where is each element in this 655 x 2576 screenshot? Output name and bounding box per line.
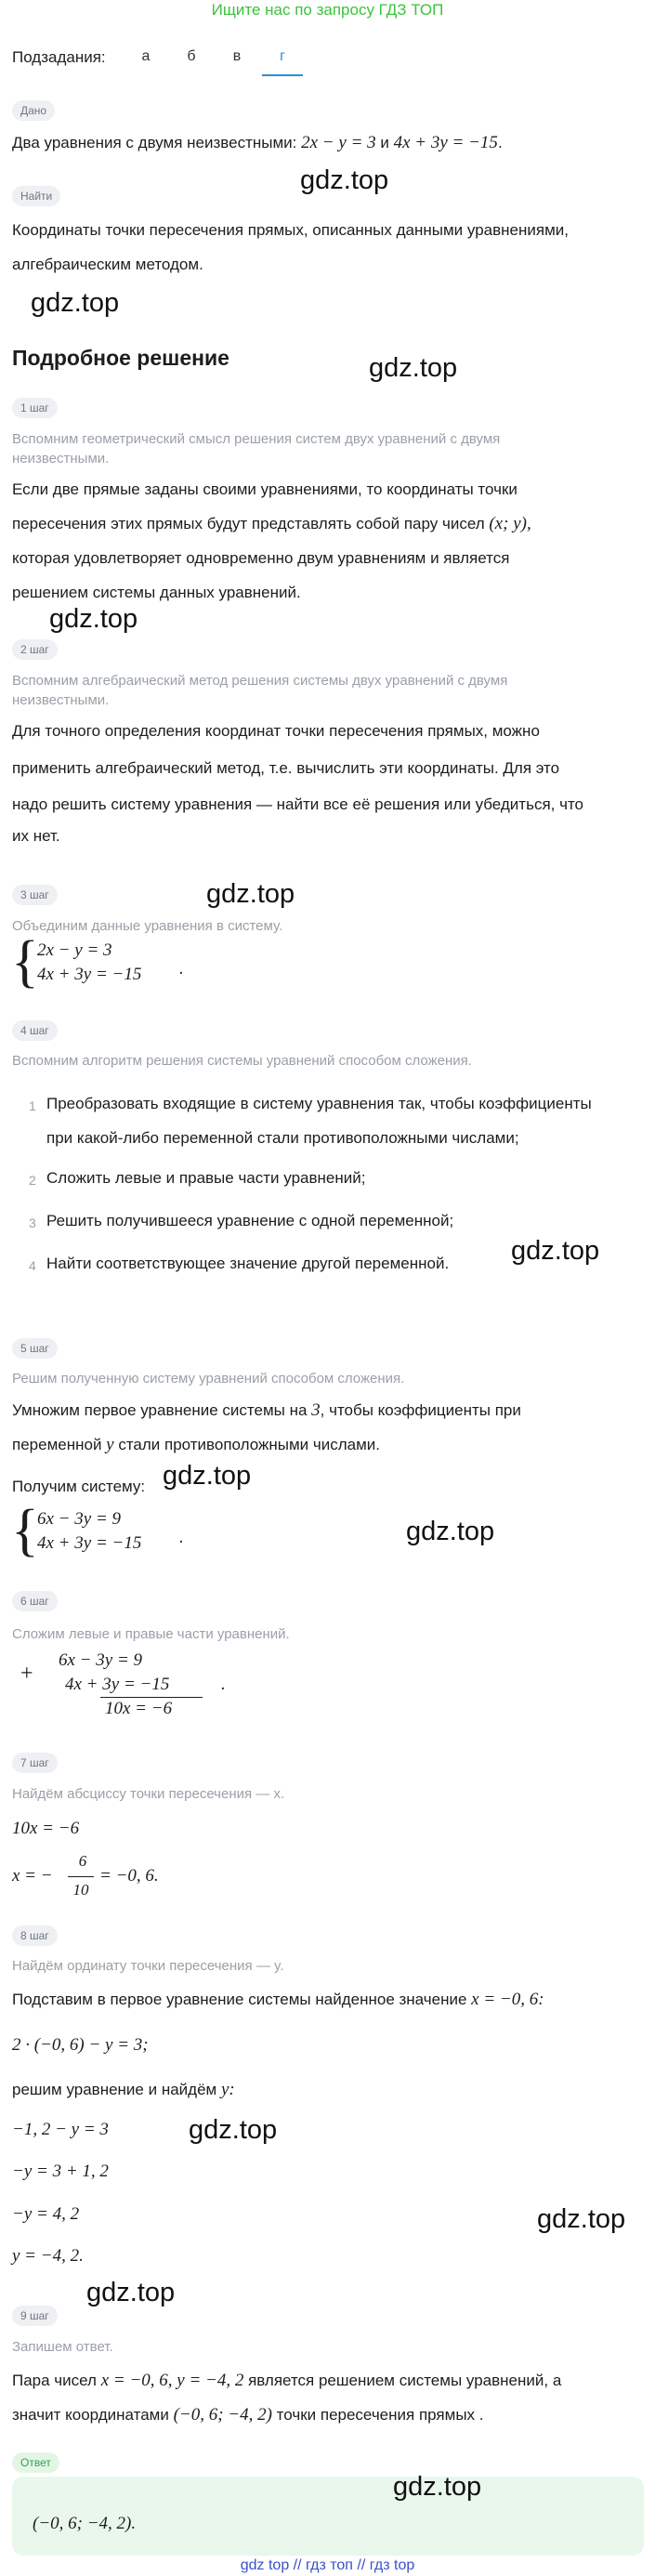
step9-line1-math: x = −0, 6, y = −4, 2 xyxy=(100,2371,244,2390)
find-line2: алгебраическим методом. xyxy=(12,256,203,273)
step6-tag: 6 шаг xyxy=(12,1591,58,1611)
given-eq1: 2x − y = 3 xyxy=(301,133,376,152)
step6-hint: Сложим левые и правые части уравнений. xyxy=(12,1626,290,1642)
step5-line1-math: 3 xyxy=(311,1400,321,1420)
given-tag: Дано xyxy=(12,100,55,121)
step8-eq1: 2 · (−0, 6) − y = 3; xyxy=(12,2035,149,2055)
step2-line2: применить алгебраический метод, т.е. вычислить эти координаты. Для это xyxy=(12,759,560,777)
find-tag: Найти xyxy=(12,186,60,206)
step5-line2 xyxy=(12,1431,380,1459)
step5-line3: Получим систему: xyxy=(12,1478,146,1495)
step2-tag: 2 шаг xyxy=(12,639,58,660)
step5-line2-b: стали противоположными числами. xyxy=(113,1436,381,1453)
step4-tag: 4 шаг xyxy=(12,1020,58,1041)
watermark: gdz.top xyxy=(163,1461,252,1491)
step8-line2 xyxy=(12,2076,235,2104)
step5-line1-b: , чтобы коэффициенты при xyxy=(320,1401,521,1419)
fraction-bar xyxy=(68,1876,94,1877)
list-item-1-line2: при какой-либо переменной стали противоположными числами; xyxy=(46,1129,519,1147)
step1-line1: Если две прямые заданы своими уравнениями, то координаты точки xyxy=(12,480,517,498)
step2-line3: надо решить систему уравнения — найти все её решения или убедиться, что xyxy=(12,795,584,813)
step7-hint: Найдём абсциссу точки пересечения — x. xyxy=(12,1786,285,1802)
step1-hint2: неизвестными. xyxy=(12,451,110,467)
watermark: gdz.top xyxy=(206,879,295,909)
step8-line2-math: y: xyxy=(220,2080,235,2099)
step1-line4: решением системы данных уравнений. xyxy=(12,584,301,601)
step9-tag: 9 шаг xyxy=(12,2306,58,2326)
given-and: и xyxy=(375,134,394,151)
watermark: gdz.top xyxy=(369,353,458,383)
answer-value: (−0, 6; −4, 2). xyxy=(33,2514,137,2533)
plus-sign: + xyxy=(20,1662,33,1686)
given-eq2: 4x + 3y = −15 xyxy=(393,133,498,152)
step1-hint1: Вспомним геометрический смысл решения систем двух уравнений с двумя xyxy=(12,431,501,447)
watermark: gdz.top xyxy=(86,2278,176,2307)
step9-line1-a: Пара чисел xyxy=(12,2372,101,2389)
footer-separator: // xyxy=(293,2557,302,2573)
footer-links xyxy=(0,2556,655,2576)
tab-subtask-b[interactable] xyxy=(171,43,212,74)
step9-line1-b: является решением системы уравнений, а xyxy=(243,2372,562,2389)
system-brace: { xyxy=(11,930,39,993)
step9-hint: Запишем ответ. xyxy=(12,2339,113,2355)
step7-eq1: 10x = −6 xyxy=(12,1819,80,1838)
watermark: gdz.top xyxy=(189,2115,278,2145)
step5-line1 xyxy=(12,1397,521,1425)
watermark: gdz.top xyxy=(537,2204,626,2234)
step8-line1-math: x = −0, 6: xyxy=(471,1990,544,2009)
footer-link-1[interactable]: gdz top xyxy=(240,2557,290,2573)
step5-eq1: 6x − 3y = 9 xyxy=(37,1509,122,1529)
tab-label: б xyxy=(187,48,196,64)
step2-line4: их нет. xyxy=(12,827,60,845)
step7-tag: 7 шаг xyxy=(12,1753,58,1773)
step3-dot: . xyxy=(179,959,184,979)
step9-line1 xyxy=(12,2367,561,2395)
watermark: gdz.top xyxy=(406,1517,495,1546)
step5-dot: . xyxy=(179,1528,184,1547)
step7-eq2-left: x = − xyxy=(12,1866,53,1886)
list-item-4: Найти соответствующее значение другой переменной. xyxy=(46,1255,450,1272)
system-brace: { xyxy=(11,1499,39,1562)
step9-line2-math: (−0, 6; −4, 2) xyxy=(173,2405,272,2425)
given-end: . xyxy=(497,134,503,151)
step1-line2 xyxy=(12,510,531,538)
step6-dot: . xyxy=(221,1675,226,1694)
fraction-numerator: 6 xyxy=(78,1852,87,1870)
step8-eq3: −y = 3 + 1, 2 xyxy=(12,2162,109,2181)
footer-link-3[interactable]: гдз top xyxy=(369,2557,415,2573)
list-item-1-line1: Преобразовать входящие в систему уравнения так, чтобы коэффициенты xyxy=(46,1095,592,1112)
step9-line2-a: значит координатами xyxy=(12,2406,174,2424)
step2-hint1: Вспомним алгебраический метод решения системы двух уравнений с двумя xyxy=(12,673,508,689)
list-number: 3 xyxy=(29,1216,36,1230)
watermark: gdz.top xyxy=(31,288,120,318)
step1-line2-math: (x; y), xyxy=(489,514,531,533)
watermark: gdz.top xyxy=(49,604,138,634)
step5-line1-a: Умножим первое уравнение системы на xyxy=(12,1401,312,1419)
step6-eq1: 6x − 3y = 9 xyxy=(59,1650,143,1670)
step3-eq1: 2x − y = 3 xyxy=(37,940,112,960)
step4-hint: Вспомним алгоритм решения системы уравнений способом сложения. xyxy=(12,1053,472,1069)
tab-subtask-g[interactable] xyxy=(262,43,303,76)
step8-hint: Найдём ординату точки пересечения — y. xyxy=(12,1958,284,1974)
fraction-denominator: 10 xyxy=(72,1881,89,1899)
watermark: gdz.top xyxy=(511,1236,600,1266)
step6-sum: 10x = −6 xyxy=(105,1699,173,1718)
tab-subtask-v[interactable] xyxy=(216,43,257,74)
tab-subtask-a[interactable] xyxy=(125,43,166,74)
step3-hint: Объединим данные уравнения в систему. xyxy=(12,918,283,934)
step3-tag: 3 шаг xyxy=(12,885,58,905)
step1-line3: которая удовлетворяет одновременно двум уравнениям и является xyxy=(12,549,510,567)
tab-label: г xyxy=(280,48,285,64)
subtasks-bar xyxy=(12,43,644,76)
solution-title: Подробное решение xyxy=(12,346,229,370)
step5-tag: 5 шаг xyxy=(12,1338,58,1359)
step1-line2-text: пересечения этих прямых будут представлять собой пару чисел xyxy=(12,515,490,532)
step8-eq2: −1, 2 − y = 3 xyxy=(12,2120,109,2139)
step8-eq4: −y = 4, 2 xyxy=(12,2204,80,2224)
step5-eq2: 4x + 3y = −15 xyxy=(37,1533,142,1553)
step3-eq2: 4x + 3y = −15 xyxy=(37,965,142,984)
footer-link-2[interactable]: гдз топ xyxy=(306,2557,353,2573)
step9-line2 xyxy=(12,2401,483,2429)
step2-hint2: неизвестными. xyxy=(12,692,110,708)
list-number: 1 xyxy=(29,1098,36,1113)
step9-line2-b: точки пересечения прямых . xyxy=(271,2406,484,2424)
answer-tag: Ответ xyxy=(12,2452,59,2473)
given-prefix: Два уравнения с двумя неизвестными: xyxy=(12,134,302,151)
step5-hint: Решим полученную систему уравнений способом сложения. xyxy=(12,1371,405,1387)
list-number: 4 xyxy=(29,1258,36,1273)
search-banner: Ищите нас по запросу ГДЗ ТОП xyxy=(211,1,444,19)
step8-line1-text: Подставим в первое уравнение системы найденное значение xyxy=(12,1991,472,2008)
step7-eq2-right: = −0, 6. xyxy=(99,1866,159,1886)
step8-line1 xyxy=(12,1986,544,2014)
given-text xyxy=(12,129,503,157)
step5-line2-a: переменной xyxy=(12,1436,107,1453)
list-item-3: Решить получившееся уравнение с одной переменной; xyxy=(46,1212,454,1229)
step8-line2-text: решим уравнение и найдём xyxy=(12,2081,221,2098)
step2-line1: Для точного определения координат точки пересечения прямых, можно xyxy=(12,722,540,740)
watermark: gdz.top xyxy=(393,2472,482,2502)
tab-label: в xyxy=(232,48,242,64)
tab-label: а xyxy=(141,48,151,64)
footer-separator: // xyxy=(357,2557,366,2573)
step8-eq5: y = −4, 2. xyxy=(12,2246,84,2266)
subtasks-label: Подзадания: xyxy=(12,48,106,66)
list-number: 2 xyxy=(29,1173,36,1188)
step6-eq2: 4x + 3y = −15 xyxy=(65,1675,170,1694)
step8-tag: 8 шаг xyxy=(12,1925,58,1946)
step5-line2-math: y xyxy=(106,1435,114,1454)
find-line1: Координаты точки пересечения прямых, описанных данными уравнениями, xyxy=(12,221,569,239)
watermark: gdz.top xyxy=(300,165,389,195)
list-item-2: Сложить левые и правые части уравнений; xyxy=(46,1169,366,1187)
step1-tag: 1 шаг xyxy=(12,398,58,418)
